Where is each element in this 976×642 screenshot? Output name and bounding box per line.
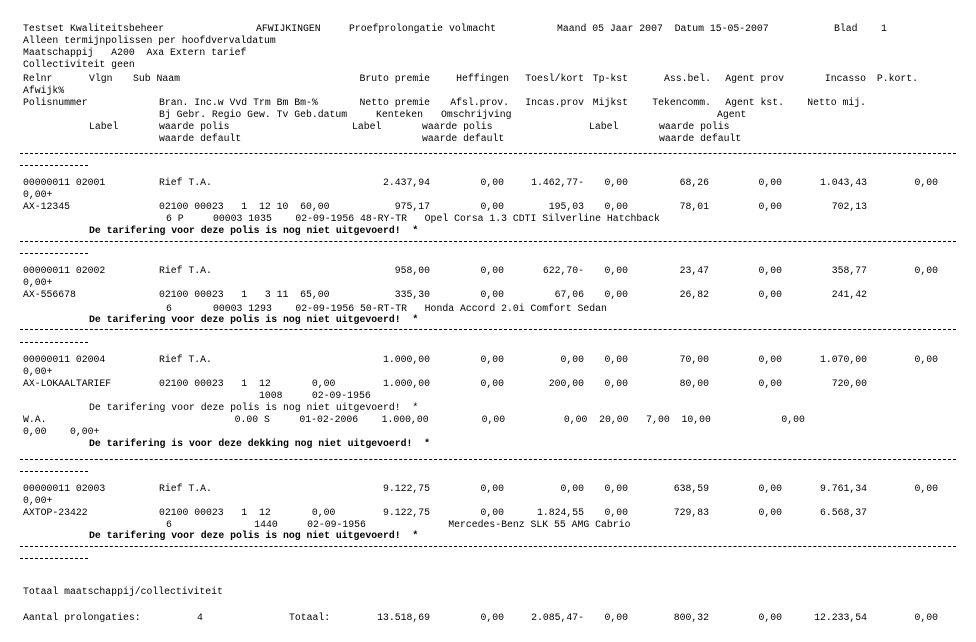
client-name: Rief T.A.	[159, 265, 212, 276]
dashed-rule-short	[20, 342, 88, 343]
column-header: waarde default	[659, 133, 742, 144]
column-header: Netto premie	[359, 97, 430, 108]
column-header: waarde default	[422, 133, 505, 144]
amount-assbel: 70,00	[679, 354, 709, 365]
column-header: Sub Naam	[133, 73, 181, 84]
deviation-percent: 0,00+	[23, 495, 53, 506]
column-header: Polisnummer	[23, 97, 88, 108]
amount-agentprov: 0,00	[758, 354, 782, 365]
amount-agentkst: 0,00	[758, 378, 782, 389]
column-header: Bran. Inc.w Vvd Trm Bm Bm-%	[159, 97, 318, 108]
total-toesl: 2.085,47-	[531, 612, 584, 623]
amount-tpkst: 0,00	[604, 354, 628, 365]
totals-label: Totaal:	[289, 612, 331, 623]
dashed-rule-short	[20, 165, 88, 166]
column-header: Heffingen	[456, 73, 509, 84]
column-header: Agent prov	[725, 73, 784, 84]
amount-teken: 26,82	[679, 289, 709, 300]
amount-mijkst: 0,00	[604, 378, 628, 389]
column-header: P.kort.	[876, 73, 918, 84]
amount-tpkst: 0,00	[604, 177, 628, 188]
amount-netto: 975,17	[394, 201, 430, 212]
column-header: Bj Gebr. Regio Gew. Tv Geb.datum	[159, 109, 348, 120]
amount-incasprov: 195,03	[548, 201, 584, 212]
column-header: Tekencomm.	[652, 97, 711, 108]
amount-bruto: 1.000,00	[382, 354, 430, 365]
amount-incasprov: 200,00	[548, 378, 584, 389]
amount-incasso: 358,77	[831, 265, 867, 276]
column-header: Netto mij.	[807, 97, 866, 108]
policy-number: AXTOP-23422	[23, 507, 88, 518]
report-selection: Alleen termijnpolissen per hoofdvervaldatum	[23, 35, 276, 46]
amount-bruto: 958,00	[394, 265, 430, 276]
column-header: Label	[352, 121, 382, 132]
policy-number: AX-12345	[23, 201, 71, 212]
amount-nettomij: 6.568,37	[819, 507, 867, 518]
dashed-rule	[20, 459, 956, 460]
column-header: Bruto premie	[359, 73, 430, 84]
policy-codes: 02100 00023 1 12 10 60,00	[159, 201, 330, 212]
amount-pkort: 0,00	[914, 177, 938, 188]
amount-toesl: 622,70-	[542, 265, 584, 276]
total-incasso: 12.233,54	[814, 612, 867, 623]
amount-assbel: 68,26	[679, 177, 709, 188]
deviation-percent: 0,00+	[23, 277, 53, 288]
warning-message: De tarifering voor deze polis is nog niet uitgevoerd! *	[89, 530, 419, 541]
amount-mijkst: 0,00	[604, 507, 628, 518]
total-agentprov: 0,00	[758, 612, 782, 623]
amount-heffingen: 0,00	[480, 265, 504, 276]
column-header: waarde polis	[159, 121, 230, 132]
client-name: Rief T.A.	[159, 483, 212, 494]
dashed-rule	[20, 153, 956, 154]
amount-netto: 1.000,00	[382, 378, 430, 389]
amount-tpkst: 0,00	[604, 265, 628, 276]
column-header: Ass.bel.	[663, 73, 711, 84]
warning-message: De tarifering voor deze polis is nog niet uitgevoerd! *	[89, 402, 419, 413]
amount-toesl: 0,00	[560, 354, 584, 365]
column-header: Kenteken	[376, 109, 424, 120]
amount-afsl: 0,00	[480, 201, 504, 212]
amount-bruto: 9.122,75	[382, 483, 430, 494]
amount-incasso: 1.070,00	[819, 354, 867, 365]
amount-afsl: 0,00	[480, 378, 504, 389]
amount-assbel: 638,59	[673, 483, 709, 494]
policy-codes: 02100 00023 1 12 0,00	[159, 378, 336, 389]
amount-agentkst: 0,00	[758, 507, 782, 518]
report-subtitle: Proefprolongatie volmacht	[349, 23, 496, 34]
policy-codes: 02100 00023 1 12 0,00	[159, 507, 336, 518]
column-header: Mijkst	[592, 97, 628, 108]
column-header: Relnr	[23, 73, 53, 84]
amount-toesl: 1.462,77-	[531, 177, 584, 188]
amount-agentprov: 0,00	[758, 177, 782, 188]
amount-incasprov: 67,06	[554, 289, 584, 300]
dashed-rule	[20, 546, 956, 547]
amount-heffingen: 0,00	[480, 177, 504, 188]
column-header: Omschrijving	[441, 109, 512, 120]
amount-afsl: 0,00	[480, 507, 504, 518]
policy-number: AX-LOKAALTARIEF	[23, 378, 112, 389]
policy-number: AX-556678	[23, 289, 76, 300]
column-header: Tp-kst	[592, 73, 628, 84]
deviation-percent: 0,00+	[23, 366, 53, 377]
report-period: Maand 05 Jaar 2007 Datum 15-05-2007	[557, 23, 769, 34]
column-header: Toesl/kort	[525, 73, 584, 84]
amount-heffingen: 0,00	[480, 354, 504, 365]
relation-number: 00000011 02001	[23, 177, 106, 188]
amount-nettomij: 720,00	[831, 378, 867, 389]
column-header: waarde polis	[422, 121, 493, 132]
amount-tpkst: 0,00	[604, 483, 628, 494]
amount-incasso: 1.043,43	[819, 177, 867, 188]
amount-pkort: 0,00	[914, 354, 938, 365]
amount-assbel: 23,47	[679, 265, 709, 276]
deviation-percent: 0,00+	[23, 189, 53, 200]
dashed-rule-short	[20, 471, 88, 472]
amount-toesl: 0,00	[560, 483, 584, 494]
amount-incasprov: 1.824,55	[536, 507, 584, 518]
total-tpkst: 0,00	[604, 612, 628, 623]
amount-incasso: 9.761,34	[819, 483, 867, 494]
column-header: Agent	[717, 109, 747, 120]
vehicle-detail: 1008 02-09-1956	[259, 390, 371, 401]
amount-pkort: 0,00	[914, 483, 938, 494]
warning-message: De tarifering voor deze polis is nog niet uitgevoerd! *	[89, 314, 419, 325]
amount-mijkst: 0,00	[604, 289, 628, 300]
column-header: Afwijk%	[23, 85, 65, 96]
total-bruto: 13.518,69	[377, 612, 430, 623]
amount-agentkst: 0,00	[758, 289, 782, 300]
amount-nettomij: 702,13	[831, 201, 867, 212]
column-header: Incasso	[824, 73, 866, 84]
report-title: AFWIJKINGEN	[256, 23, 321, 34]
vehicle-detail: 6 00003 1293 02-09-1956 50-RT-TR Honda Accord 2.0i Comfort Sedan	[166, 303, 607, 314]
dashed-rule	[20, 241, 956, 242]
vehicle-detail: 6 1440 02-09-1956 Mercedes-Benz SLK 55 AMG Cabrio	[166, 519, 631, 530]
amount-agentprov: 0,00	[758, 265, 782, 276]
amount-heffingen: 0,00	[480, 483, 504, 494]
vehicle-detail: 6 P 00003 1035 02-09-1956 48-RY-TR Opel Corsa 1.3 CDTI Silverline Hatchback	[166, 213, 660, 224]
dashed-rule-short	[20, 253, 88, 254]
column-header: Vlgn	[89, 73, 113, 84]
report-company: Testset Kwaliteitsbeheer	[23, 23, 165, 34]
page-number: Blad 1	[834, 23, 887, 34]
column-header: Label	[589, 121, 619, 132]
amount-teken: 80,00	[679, 378, 709, 389]
amount-teken: 729,83	[673, 507, 709, 518]
coverage-line: 0,00 0,00+	[23, 426, 100, 437]
report-collectivity: Collectiviteit geen	[23, 59, 135, 70]
amount-afsl: 0,00	[480, 289, 504, 300]
report-company-code: Maatschappij A200 Axa Extern tarief	[23, 47, 247, 58]
client-name: Rief T.A.	[159, 354, 212, 365]
relation-number: 00000011 02003	[23, 483, 106, 494]
dashed-rule	[20, 329, 956, 330]
total-pkort: 0,00	[914, 612, 938, 623]
relation-number: 00000011 02004	[23, 354, 106, 365]
warning-message: De tarifering voor deze polis is nog niet uitgevoerd! *	[89, 225, 419, 236]
warning-message: De tarifering is voor deze dekking nog niet uitgevoerd! *	[89, 438, 430, 449]
total-heffingen: 0,00	[480, 612, 504, 623]
amount-pkort: 0,00	[914, 265, 938, 276]
totals-section-title: Totaal maatschappij/collectiviteit	[23, 586, 223, 597]
client-name: Rief T.A.	[159, 177, 212, 188]
column-header: Afsl.prov.	[450, 97, 509, 108]
totals-count-label: Aantal prolongaties:	[23, 612, 141, 623]
column-header: waarde default	[159, 133, 242, 144]
column-header: waarde polis	[659, 121, 730, 132]
amount-netto: 335,30	[394, 289, 430, 300]
relation-number: 00000011 02002	[23, 265, 106, 276]
amount-agentprov: 0,00	[758, 483, 782, 494]
amount-agentkst: 0,00	[758, 201, 782, 212]
amount-nettomij: 241,42	[831, 289, 867, 300]
amount-netto: 9.122,75	[382, 507, 430, 518]
policy-codes: 02100 00023 1 3 11 65,00	[159, 289, 330, 300]
amount-teken: 78,01	[679, 201, 709, 212]
amount-mijkst: 0,00	[604, 201, 628, 212]
column-header: Label	[89, 121, 119, 132]
column-header: Agent kst.	[725, 97, 784, 108]
amount-bruto: 2.437,94	[382, 177, 430, 188]
total-assbel: 800,32	[673, 612, 709, 623]
column-header: Incas.prov	[525, 97, 584, 108]
totals-count: 4	[197, 612, 203, 623]
coverage-line: W.A. 0.00 S 01-02-2006 1.000,00 0,00 0,00 20,00 7,00 10,00 0,00	[23, 414, 805, 425]
dashed-rule-short	[20, 558, 88, 559]
